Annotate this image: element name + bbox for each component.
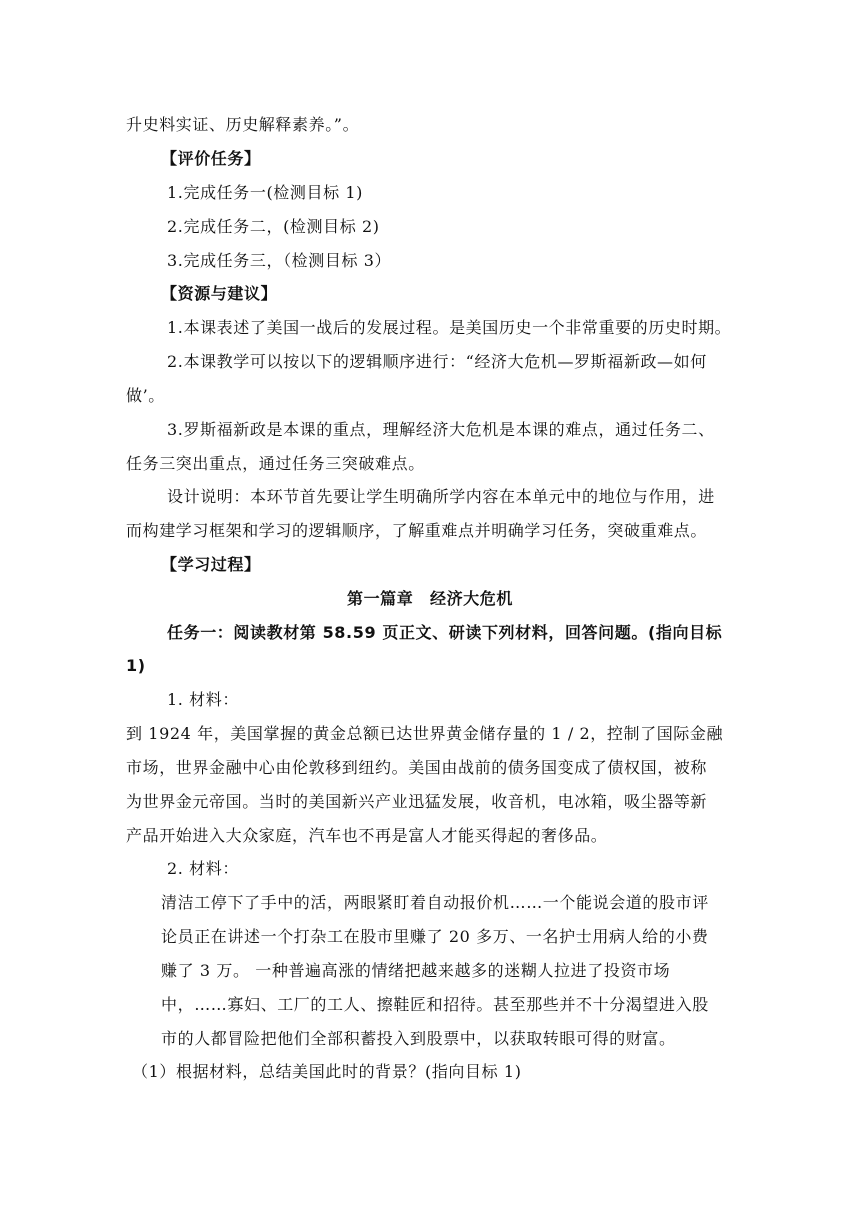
question: （1）根据材料，总结美国此时的背景？(指向目标 1) xyxy=(132,1062,522,1081)
material-text: 市的人都冒险把他们全部积蓄投入到股票中，以获取转眼可得的财富。 xyxy=(161,1029,676,1048)
chapter-title: 第一篇章 经济大危机 xyxy=(346,589,513,608)
material-text: 论员正在讲述一个打杂工在股市里赚了 20 多万、一名护士用病人给的小费 xyxy=(161,927,709,946)
section-heading-resources: 【资源与建议】 xyxy=(161,284,278,303)
material-text: 中，……寡妇、工厂的工人、擦鞋匠和招待。甚至那些并不十分渴望进入股 xyxy=(161,995,709,1014)
task-heading: 任务一：阅读教材第 58.59 页正文、研读下列材料，回答问题。(指向目标 xyxy=(167,623,723,642)
text-line: 1) xyxy=(126,656,146,675)
material-label: 1. 材料： xyxy=(167,690,239,709)
list-item: 2.本课教学可以按以下的逻辑顺序进行：“经济大危机—罗斯福新政—如何 xyxy=(167,352,707,371)
material-text: 赚了 3 万。 一种普遍高涨的情绪把越来越多的迷糊人拉进了投资市场 xyxy=(161,961,671,980)
text-line: 任务三突出重点，通过任务三突破难点。 xyxy=(126,454,425,473)
text-line: 而构建学习框架和学习的逻辑顺序，了解重难点并明确学习任务，突破重难点。 xyxy=(126,521,708,540)
material-label: 2. 材料： xyxy=(167,859,239,878)
material-text: 清洁工停下了手中的活，两眼紧盯着自动报价机……一个能说会道的股市评 xyxy=(161,893,709,912)
material-text: 市场，世界金融中心由伦敦移到纽约。美国由战前的债务国变成了债权国，被称 xyxy=(126,758,708,777)
list-item: 1.本课表述了美国一战后的发展过程。是美国历史一个非常重要的历史时期。 xyxy=(167,318,732,337)
list-item: 3.罗斯福新政是本课的重点，理解经济大危机是本课的难点，通过任务二、 xyxy=(167,420,715,439)
design-note: 设计说明：本环节首先要让学生明确所学内容在本单元中的地位与作用，进 xyxy=(167,487,715,506)
text-line: 做’。 xyxy=(126,386,165,405)
list-item: 3.完成任务三，（检测目标 3） xyxy=(167,251,392,270)
section-heading-evaluation: 【评价任务】 xyxy=(161,149,261,168)
material-text: 为世界金元帝国。当时的美国新兴产业迅猛发展，收音机，电冰箱，吸尘器等新 xyxy=(126,792,708,811)
text-line: 升史料实证、历史解释素养。”。 xyxy=(126,115,360,134)
section-heading-process: 【学习过程】 xyxy=(161,555,261,574)
list-item: 1.完成任务一(检测目标 1) xyxy=(167,183,364,202)
material-text: 产品开始进入大众家庭，汽车也不再是富人才能买得起的奢侈品。 xyxy=(126,826,608,845)
material-text: 到 1924 年，美国掌握的黄金总额已达世界黄金储存量的 1 / 2，控制了国际金融 xyxy=(126,724,724,743)
list-item: 2.完成任务二，(检测目标 2) xyxy=(167,217,380,236)
